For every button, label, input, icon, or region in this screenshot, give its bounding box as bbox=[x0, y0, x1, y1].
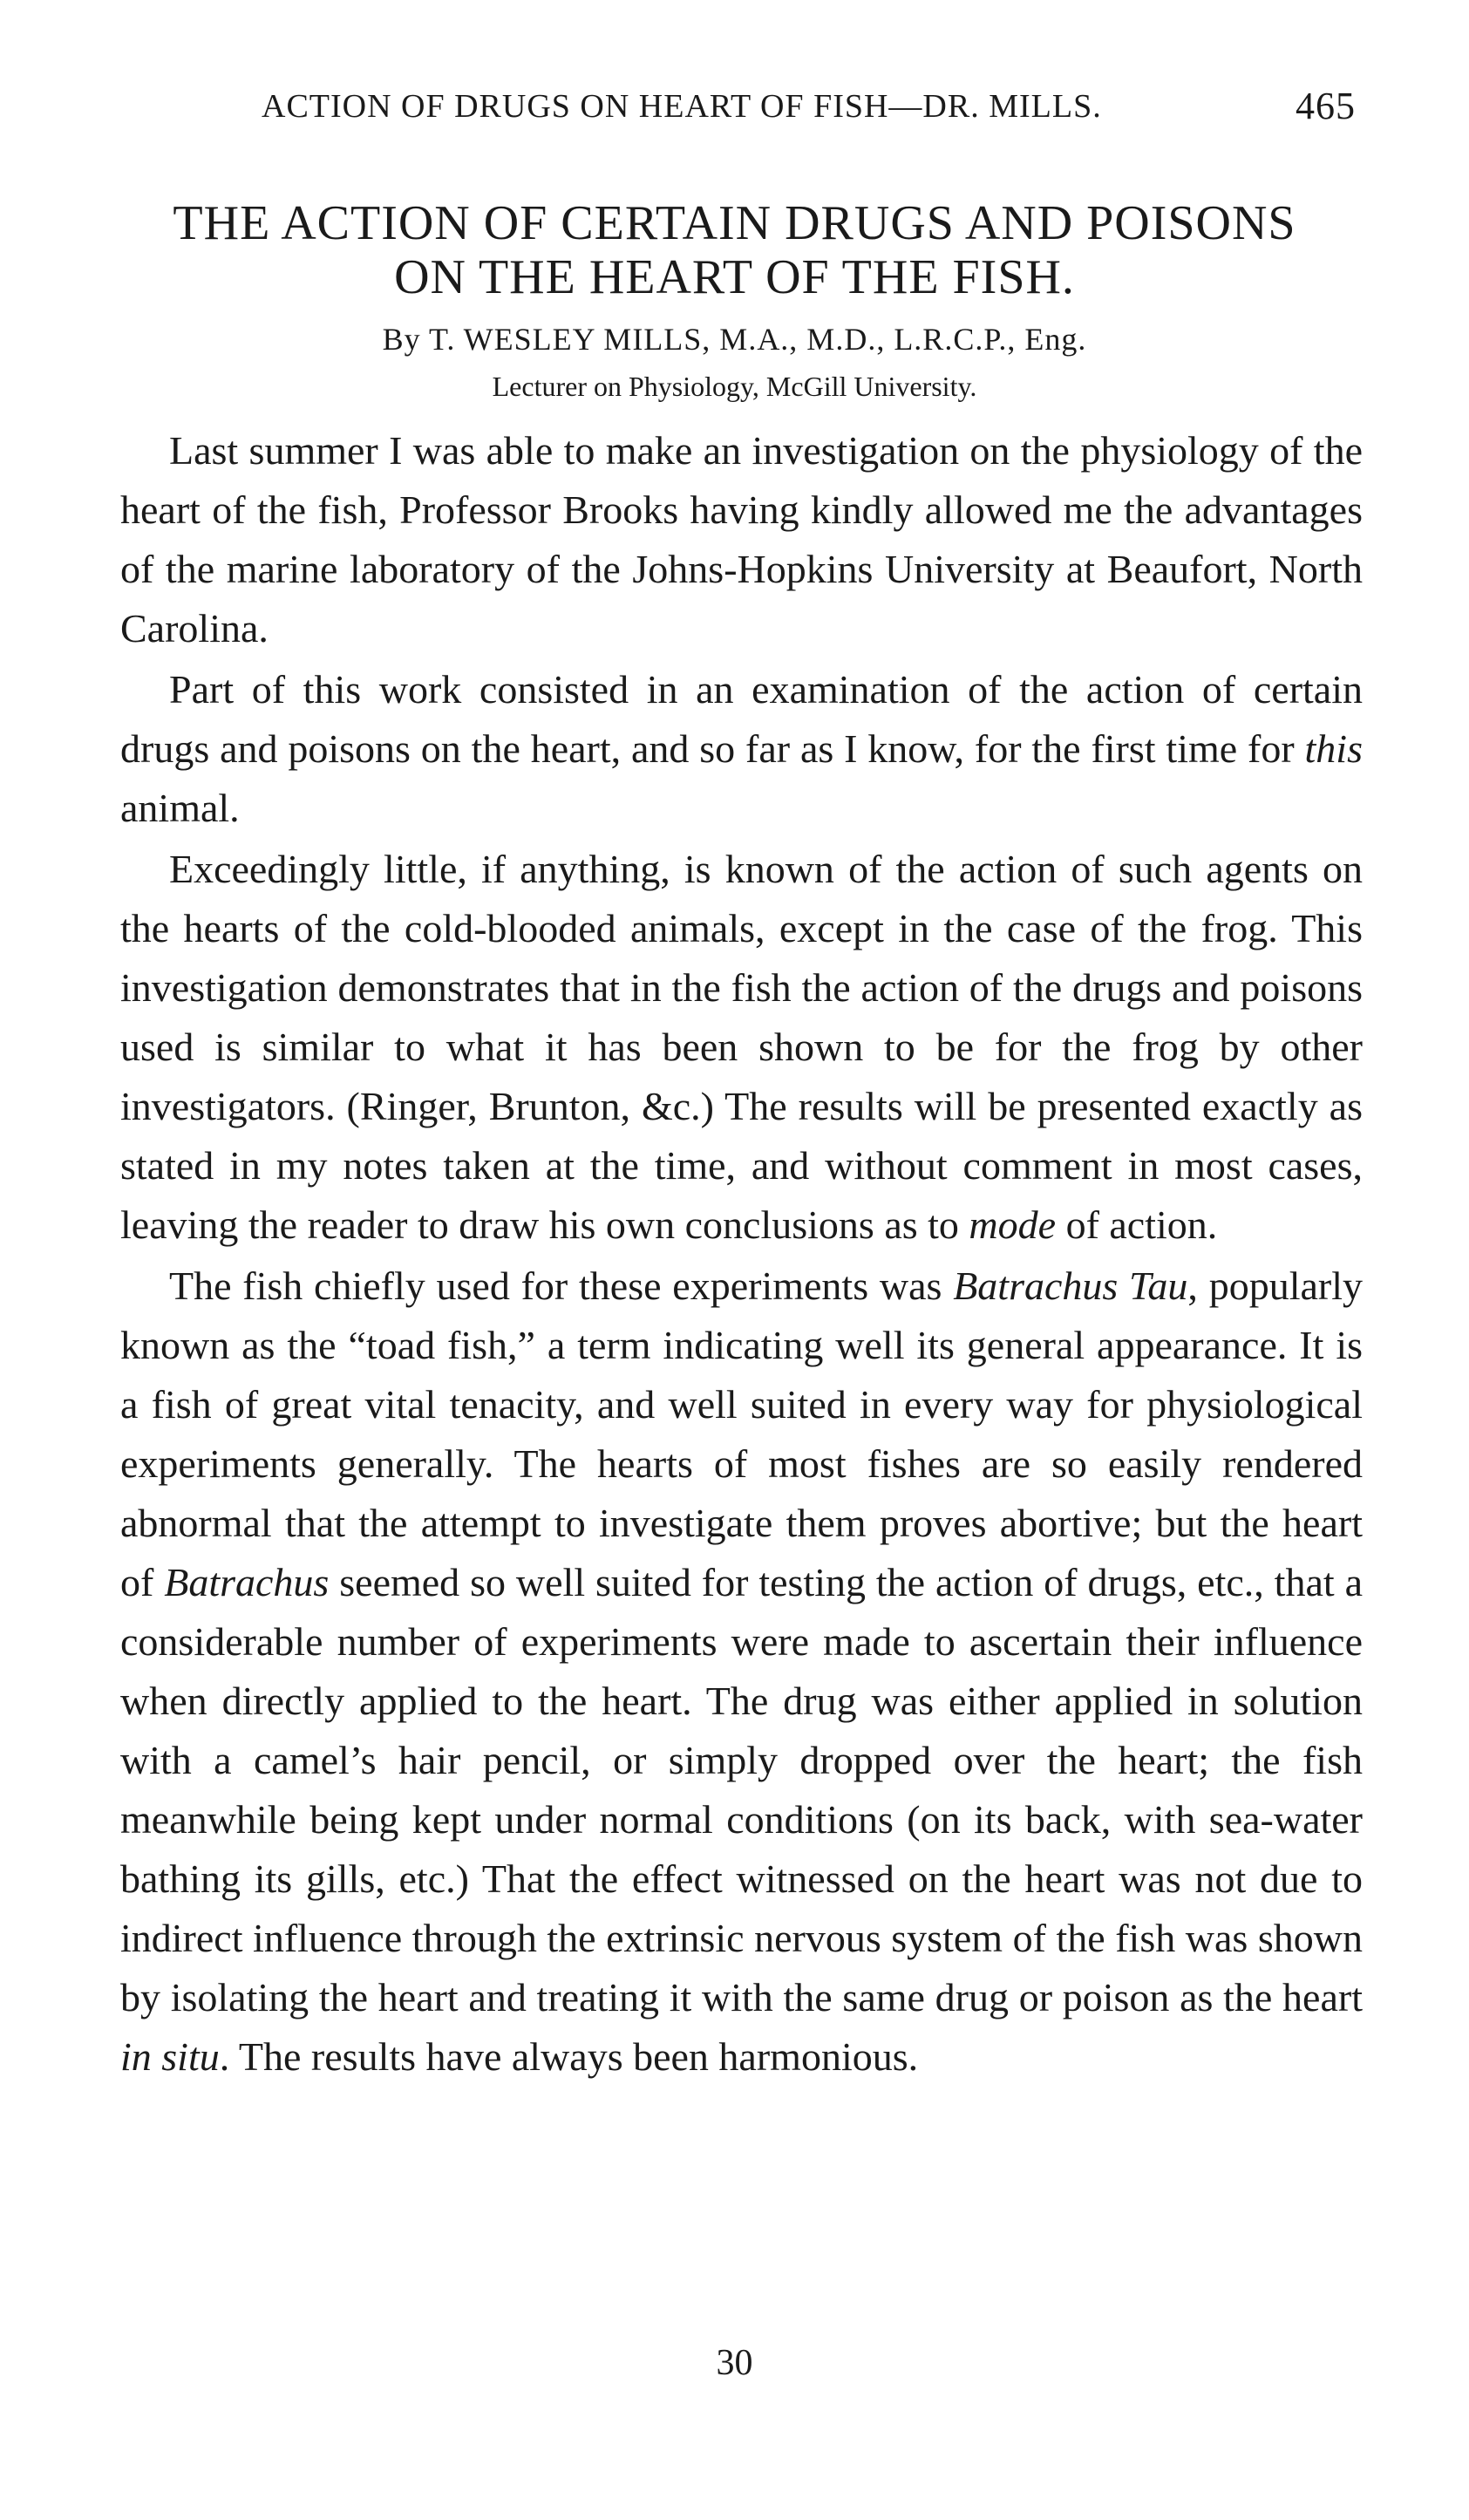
paragraph-3-text-c: of action. bbox=[1056, 1202, 1218, 1247]
paragraph-3 bbox=[120, 840, 1363, 1255]
article-title-line-1: THE ACTION OF CERTAIN DRUGS AND POISONS bbox=[173, 196, 1296, 250]
page-number: 465 bbox=[1296, 85, 1356, 127]
paragraph-4-text-c: , popularly known as the “toad fish,” a term indicating well its general appearance. It is a fish of great vital tenacity, and well suited in every way for physiological experiments generally. The hearts of most fishes are so easily rendered abnormal that the attempt to investigate them proves abortive; but the heart of bbox=[120, 1263, 1363, 1604]
paragraph-2-emphasis: this bbox=[1304, 726, 1363, 771]
paragraph-2 bbox=[120, 660, 1363, 838]
paragraph-4-species-name: Batrachus Tau bbox=[953, 1263, 1188, 1308]
paragraph-2-text-c: animal. bbox=[120, 786, 240, 830]
paragraph-4-genus-name: Batrachus bbox=[164, 1560, 330, 1604]
paragraph-4-text-e: seemed so well suited for testing the action of drugs, etc., that a considerable number of experiments were made to ascertain their influence when directly applied to the heart. The drug was either applied in solution with a camel’s hair pencil, or simply dropped over the heart; the fish meanwhile being kept under normal conditions (on its back, with sea-water bathing its gills, etc.) That the effect witnessed on the heart was not due to indirect influence through the extrinsic nervous system of the fish was shown by isolating the heart and treating it with the same drug or poison as the heart bbox=[120, 1560, 1363, 2019]
signature-mark: 30 bbox=[716, 2343, 753, 2383]
paragraph-3-text-a: Exceedingly little, if anything, is known of the action of such agents on the hearts of the cold-blooded animals, except in the case of the frog. This investigation demonstrates that in the fish the action of the drugs and poisons used is similar to what it has been shown to be for the frog by other investigators. (Ringer, Brunton, &c.) The results will be presented exactly as stated in my notes taken at the time, and without comment in most cases, leaving the reader to draw his own conclusions as to bbox=[120, 847, 1363, 1247]
running-head bbox=[262, 87, 1356, 140]
article-body bbox=[120, 421, 1363, 2088]
running-head-title: ACTION OF DRUGS ON HEART OF FISH—DR. MILLS. bbox=[262, 88, 1102, 125]
paragraph-3-emphasis: mode bbox=[969, 1202, 1057, 1247]
article-title bbox=[105, 196, 1364, 304]
article-title-line-2: ON THE HEART OF THE FISH. bbox=[394, 250, 1075, 304]
paragraph-4-text-a: The fish chiefly used for these experiments was bbox=[169, 1263, 954, 1308]
author-affiliation: Lecturer on Physiology, McGill University. bbox=[492, 371, 977, 402]
paragraph-2-text-a: Part of this work consisted in an examination of the action of certain drugs and poisons on the heart, and so far as I know, for the first time for bbox=[120, 667, 1363, 771]
paragraph-4-latin-phrase: in situ bbox=[120, 2034, 220, 2079]
paragraph-4-text-g: . The results have always been harmonious. bbox=[219, 2034, 919, 2079]
paragraph-1 bbox=[120, 421, 1363, 658]
paragraph-4 bbox=[120, 1257, 1363, 2087]
paragraph-1-text: Last summer I was able to make an investigation on the physiology of the heart of the fish, Professor Brooks having kindly allowed me the advantages of the marine laboratory of the Johns-Hopkins University at Beaufort, North Carolina. bbox=[120, 428, 1363, 650]
author-byline: By T. WESLEY MILLS, M.A., M.D., L.R.C.P., Eng. bbox=[382, 322, 1087, 357]
